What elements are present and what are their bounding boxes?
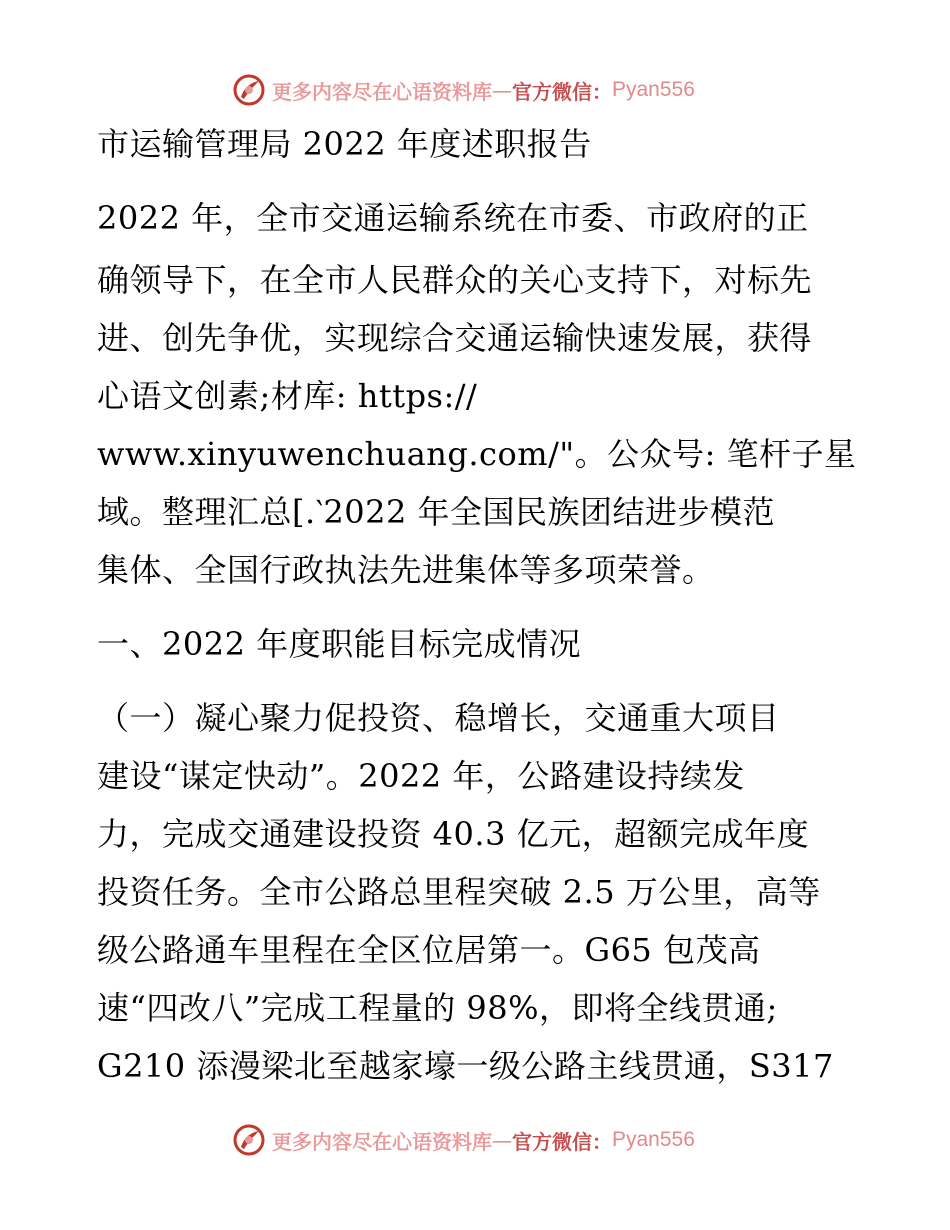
document-title: 市运输管理局 2022 年度述职报告 [97, 125, 592, 163]
watermark-wechat-id: Pyan556 [612, 78, 695, 101]
watermark-label: 官方微信： [512, 79, 612, 104]
paragraph-line: 投资任务。全市公路总里程突破 2.5 万公里，高等 [97, 873, 821, 911]
brand-logo-icon [232, 73, 266, 107]
paragraph-line: G210 添漫梁北至越家壕一级公路主线贯通，S317 [97, 1047, 834, 1085]
brand-logo-icon [232, 1123, 266, 1157]
paragraph-line: 力，完成交通建设投资 40.3 亿元，超额完成年度 [97, 815, 810, 853]
watermark-label: 官方微信： [512, 1129, 612, 1154]
paragraph-line: 速“四改八”完成工程量的 98%，即将全线贯通; [97, 989, 778, 1027]
watermark-separator: — [492, 1128, 512, 1152]
paragraph-line: www.xinyuwenchuang.com/"。公众号: 笔杆子星 [97, 435, 857, 473]
paragraph-line: 级公路通车里程在全区位居第一。G65 包茂高 [97, 931, 761, 969]
footer-watermark [232, 1120, 695, 1160]
paragraph-line: 心语文创素;材库: https:// [97, 377, 478, 415]
paragraph-line: 集体、全国行政执法先进集体等多项荣誉。 [97, 551, 715, 589]
paragraph-line: 进、创先争优，实现综合交通运输快速发展，获得 [97, 319, 813, 357]
watermark-prefix: 更多内容尽在心语资料库 [272, 1129, 492, 1154]
watermark-separator: — [492, 78, 512, 102]
paragraph-line: 建设“谋定快动”。2022 年，公路建设持续发 [97, 757, 745, 795]
watermark-prefix: 更多内容尽在心语资料库 [272, 79, 492, 104]
subsection-heading-line: （一）凝心聚力促投资、稳增长，交通重大项目 [97, 699, 780, 737]
section-heading: 一、2022 年度职能目标完成情况 [97, 625, 582, 663]
paragraph-line: 2022 年，全市交通运输系统在市委、市政府的正 [97, 199, 809, 237]
paragraph-line: 域。整理汇总[.‵2022 年全国民族团结进步模范 [97, 493, 776, 531]
header-watermark [232, 70, 695, 110]
paragraph-line: 确领导下，在全市人民群众的关心支持下，对标先 [97, 261, 813, 299]
watermark-wechat-id: Pyan556 [612, 1128, 695, 1151]
